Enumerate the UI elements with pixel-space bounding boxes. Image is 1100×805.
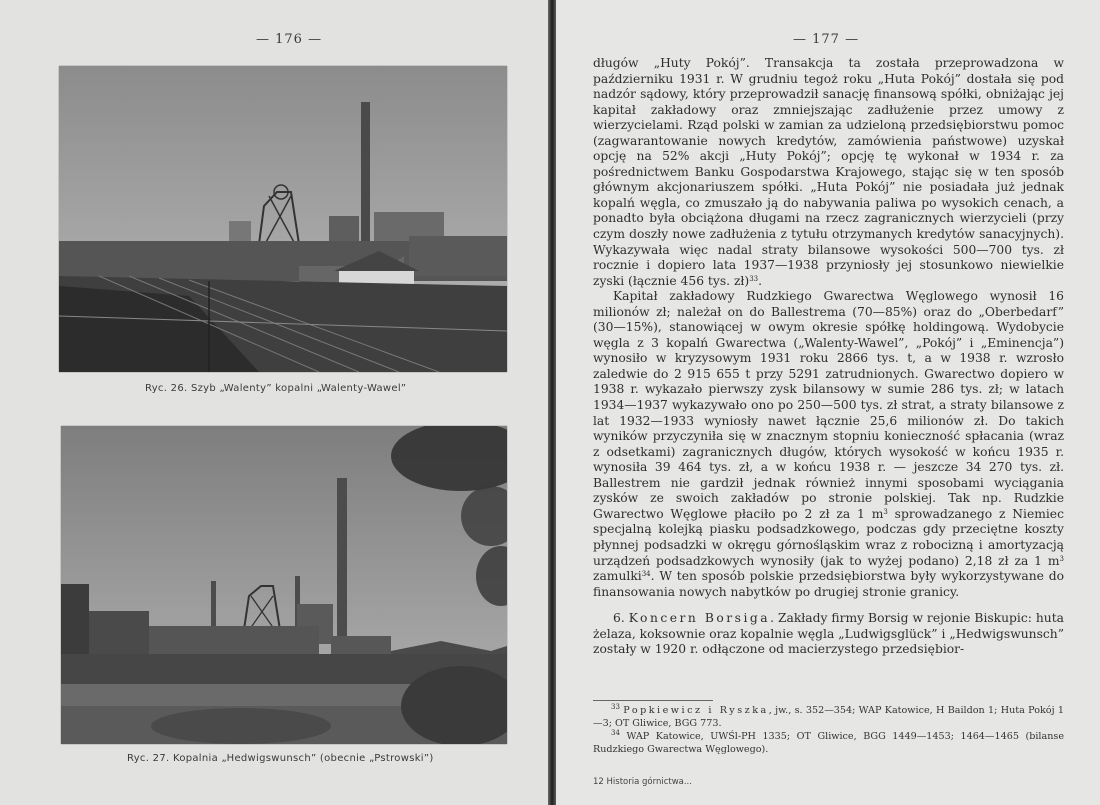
page-number: — 176 — bbox=[256, 32, 323, 47]
paragraph: długów „Huty Pokój”. Transakcja ta została przeprowadzona w październiku 1931 r. W grudniu tegoż roku „Huta Pokój” dostała się pod nadzór sądowy, który przeprowadził sanację finansową spółki, obniżając jej kapitał zakładowy oraz zmniejszając zadłużenie przez umowy z wierzycielami. Rząd polski w zamian za udzieloną przedsiębiorstwu pomoc (zagwarantowanie nowych kredytów, zamówienia państwowe) uzyskał opcję na 52% akcji „Huty Pokój”; opcję tę wykonał w 1934 r. za pośrednictwem Banku Gospodarstwa Krajowego, stając się w ten sposób głównym akcjonariuszem spółki. „Huta Pokój” nie posiadała już jednak kopalń węgla, co zmuszało ją do nabywania paliwa po wysokich cenach, a ponadto była obciążona długami na rzecz zagranicznych wierzycieli (przy czym doszły nowe zadłużenia z tytułu otrzymanych kredytów sanacyjnych). Wykazywała więc nadal straty bilansowe wysokości 500—700 tys. zł rocznie i dopiero lata 1937—1938 przyniosły jej stosunkowo niewielkie zyski (łącznie 456 tys. zł)$^{33}$. bbox=[593, 56, 1064, 288]
footnote-divider bbox=[593, 700, 713, 701]
body-text bbox=[593, 56, 1064, 658]
footnote-ref: 34 bbox=[641, 570, 651, 579]
photo-walenty-shaft bbox=[59, 66, 507, 372]
paragraph: Kapitał zakładowy Rudzkiego Gwarectwa Węglowego wynosił 16 milionów zł; należał on do Ballestrema (70—85%) oraz do „Oberbedarf” (30—15%), stanowiącej w owym okresie spółkę holdingową. Wydobycie węgla z 3 kopalń Gwarectwa („Walenty-Wawel”, „Pokój” i „Eminencja”) wynosiło w kryzysowym 1931 roku 2866 tys. t, a w 1938 r. wzrosło zaledwie do 2 915 655 t przy 5291 zatrudnionych. Gwarectwo dopiero w 1938 r. wykazało pierwszy zysk bilansowy w sumie 286 tys. zł; w latach 1934—1937 wykazywało ono po 250—500 tys. zł strat, a straty bilansowe z lat 1932—1933 wyniosły nawet łącznie 25,6 milionów zł. Do takich wyników przyczyniła się w znacznym stopniu konieczność spłacania (wraz z odsetkami) zagranicznych długów, których wysokość w końcu 1935 r. wynosiła 39 464 tys. zł, a w końcu 1938 r. — jeszcze 34 270 tys. zł. Ballestrem nie gardził jednak również innymi sposobami wyciągania zysków ze swoich zakładów po stronie polskiej. Tak np. Rudzkie Gwarectwo Węglowe płaciło po 2 zł za 1 $m^3$ sprowadzanego z Niemiec specjalną kolejką piasku podsadzkowego, podczas gdy przeciętne koszty płynnej podsadzki w okręgu górnośląskim wraz z robocizną i amortyzacją urządzeń podsadzkowych wynosiły (jak to wyżej podano) 2,18 zł za 1 $m^3$ zamulki$^{34}$. W ten sposób polskie przedsiębiorstwa były wykorzystywane do finansowania nowych nabytków po drugiej stronie granicy. bbox=[593, 289, 1064, 599]
left-page bbox=[0, 0, 548, 805]
page-number: — 177 — bbox=[793, 32, 860, 47]
footnotes bbox=[593, 704, 1064, 756]
section-number: 6. bbox=[613, 611, 625, 626]
section-paragraph: 6. Koncern Borsiga. Zakłady firmy Borsig w rejonie Biskupic: huta żelaza, koksownie oraz kopalnie węgla „Ludwigsglück” i „Hedwigswunsch” zostały w 1920 r. odłączone od macierzystego przedsiębior- bbox=[593, 611, 1064, 657]
section-title: Koncern Borsiga bbox=[628, 611, 771, 626]
figure-caption: Ryc. 26. Szyb „Walenty” kopalni „Walenty-Wawel” bbox=[145, 383, 407, 394]
book-gutter bbox=[548, 0, 556, 805]
right-page bbox=[556, 0, 1100, 805]
figure-caption: Ryc. 27. Kopalnia „Hedwigswunsch” (obecnie „Pstrowski”) bbox=[127, 753, 434, 764]
printer-signature: 12 Historia górnictwa... bbox=[593, 777, 692, 787]
photo-hedwigswunsch-mine bbox=[61, 426, 507, 744]
footnote: $^{33}$ Popkiewicz i Ryszka, jw., s. 352—354; WAP Katowice, H Baildon 1; Huta Pokój 1—3; OT Gliwice, BGG 773. bbox=[593, 703, 1064, 729]
footnote: $^{34}$ WAP Katowice, UWŚl-PH 1335; OT Gliwice, BGG 1449—1453; 1464—1465 (bilanse Rudzkiego Gwarectwa Węglowego). bbox=[593, 729, 1064, 755]
footnote-ref: 33 bbox=[749, 274, 759, 283]
